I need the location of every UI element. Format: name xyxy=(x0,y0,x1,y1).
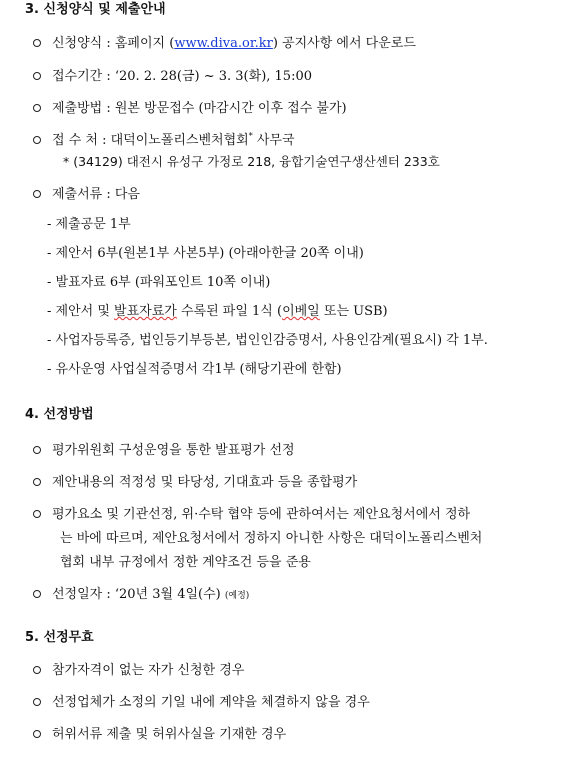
address-note: * (34129) 대전시 유성구 가정로 218, 융합기술연구생산센터 233호 xyxy=(63,154,440,169)
bullet-icon xyxy=(33,72,41,80)
selection-date-item xyxy=(52,583,249,602)
invalid-item-1: 참가자격이 없는 자가 신청한 경우 xyxy=(52,663,245,678)
method-item-3-line-3: 협회 내부 규정에서 정한 계약조건 등을 준용 xyxy=(60,555,311,570)
bullet-icon xyxy=(33,730,41,738)
office-main: 접 수 처 : 대덕이노폴리스벤처협회 xyxy=(52,133,249,148)
section-5-heading: 5. 선정무효 xyxy=(25,630,94,645)
doc-item-1: - 제출공문 1부 xyxy=(47,217,131,232)
section-3-heading: 3. 신청양식 및 제출안내 xyxy=(25,2,166,17)
doc4-d: 이베일 xyxy=(282,304,320,319)
bullet-icon xyxy=(33,698,41,706)
bullet-icon xyxy=(33,510,41,518)
doc4-b: 발표자료가 xyxy=(114,304,177,319)
method-item-3-line-1: 평가요소 및 기관선정, 위·수탁 협약 등에 관하여서는 제안요청서에서 정하 xyxy=(52,507,471,522)
invalid-item-3: 허위서류 제출 및 허위사실을 기재한 경우 xyxy=(52,727,287,742)
bullet-icon xyxy=(33,590,41,598)
bullet-icon xyxy=(33,478,41,486)
bullet-icon xyxy=(33,136,41,144)
invalid-item-2: 선정업체가 소정의 기일 내에 계약을 체결하지 않을 경우 xyxy=(52,695,370,710)
doc-item-6: - 유사운영 사업실적증명서 각1부 (해당기관에 한함) xyxy=(47,362,342,377)
method-item-2: 제안내용의 적정성 및 타당성, 기대효과 등을 종합평가 xyxy=(52,475,358,490)
doc-item-3: - 발표자료 6부 (파워포인트 10쪽 이내) xyxy=(47,275,271,290)
bullet-icon xyxy=(33,190,41,198)
form-prefix: 신청양식 : 홈페이지 ( xyxy=(52,36,175,51)
office-sup: * xyxy=(248,131,253,141)
office-tail: 사무국 xyxy=(252,133,295,148)
doc-item-2: - 제안서 6부(원본1부 사본5부) (아래아한글 20쪽 이내) xyxy=(47,246,364,261)
bullet-icon xyxy=(33,39,41,47)
selection-date: 선정일자 : ‘20년 3월 4일(수) xyxy=(52,587,225,602)
doc4-e: 또는 USB) xyxy=(319,304,388,319)
selection-date-note: (예정) xyxy=(224,591,250,601)
method-item-1: 평가위원회 구성운영을 통한 발표평가 선정 xyxy=(52,443,295,458)
docs-item: 제출서류 : 다음 xyxy=(52,187,140,202)
form-item xyxy=(52,32,416,51)
method-item: 제출방법 : 원본 방문접수 (마감시간 이후 접수 불가) xyxy=(52,101,347,116)
doc4-c: 수록된 파일 1식 ( xyxy=(176,304,283,319)
office-item xyxy=(52,129,295,148)
bullet-icon xyxy=(33,446,41,454)
doc4-a: - 제안서 및 xyxy=(47,304,115,319)
method-item-3-line-2: 는 바에 따르며, 제안요청서에서 정하지 아니한 사항은 대덕이노폴리스벤처 xyxy=(60,531,483,546)
homepage-link[interactable]: www.diva.or.kr xyxy=(174,36,273,51)
doc-item-4 xyxy=(47,300,388,319)
section-4-heading: 4. 선정방법 xyxy=(25,407,94,422)
doc-item-5: - 사업자등록증, 법인등기부등본, 법인인감증명서, 사용인감계(필요시) 각 1부. xyxy=(47,333,488,348)
bullet-icon xyxy=(33,666,41,674)
bullet-icon xyxy=(33,104,41,112)
period-item: 접수기간 : ‘20. 2. 28(금) ~ 3. 3(화), 15:00 xyxy=(52,69,312,84)
form-suffix: ) 공지사항 에서 다운로드 xyxy=(272,36,416,51)
